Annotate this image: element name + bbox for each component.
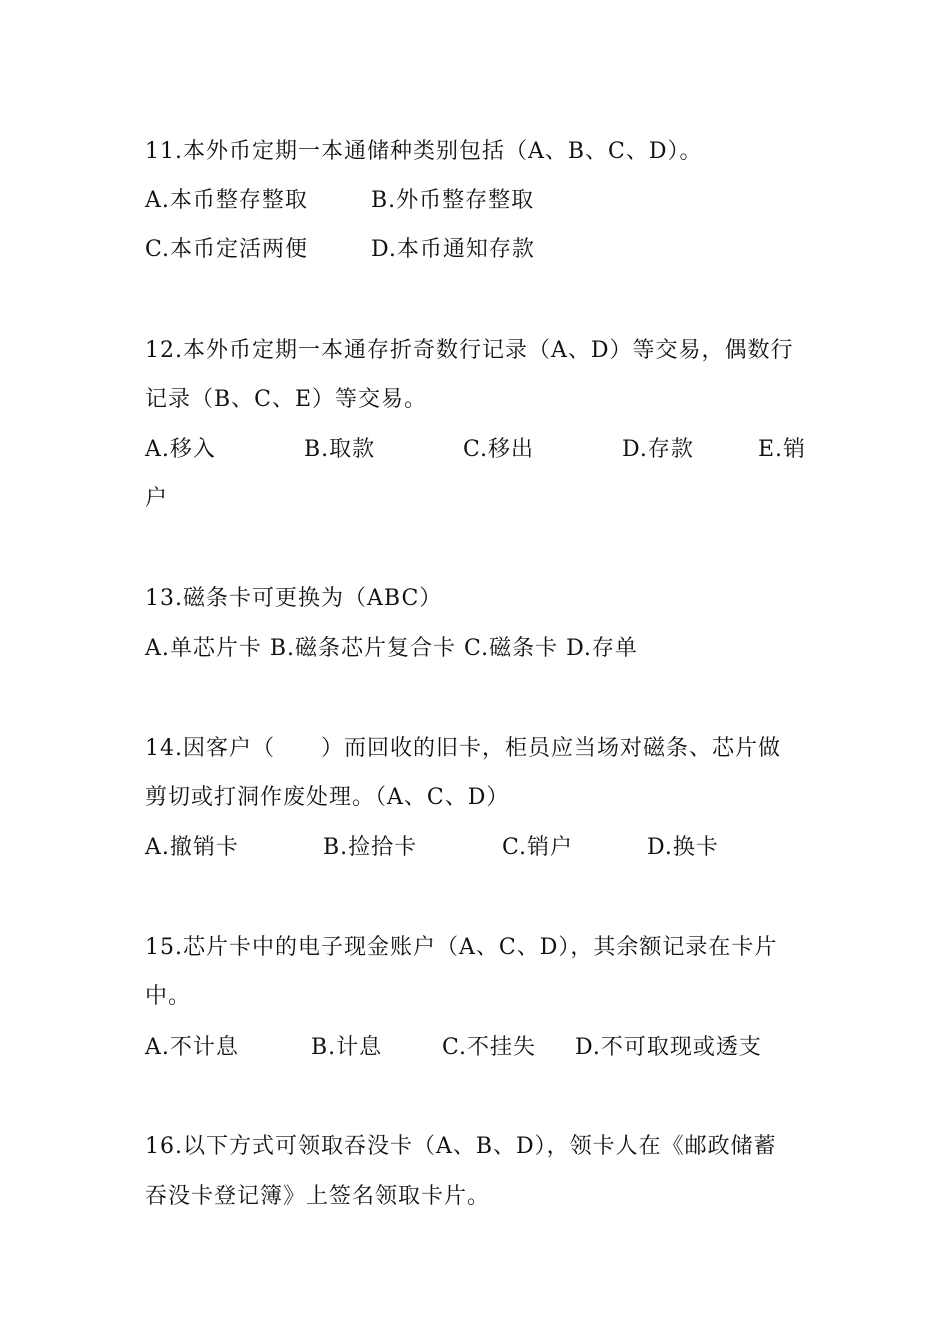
option-d: D.存款 <box>622 437 694 462</box>
option-e: E.销 <box>758 437 807 462</box>
option-b: B.外币整存整取 <box>371 188 535 213</box>
question-14-stem-line-1: 14.因客户（ ）而回收的旧卡，柜员应当场对磁条、芯片做 <box>145 736 781 761</box>
question-16-stem-line-2: 吞没卡登记簿》上签名领取卡片。 <box>145 1184 491 1209</box>
question-16-stem-line-1: 16.以下方式可领取吞没卡（A、B、D），领卡人在《邮政储蓄 <box>145 1134 777 1159</box>
option-a: A.不计息 <box>145 1035 239 1060</box>
options-inline: A.单芯片卡 B.磁条芯片复合卡 C.磁条卡 D.存单 <box>145 636 638 661</box>
option-c: C.不挂失 <box>442 1035 537 1060</box>
option-d: D.换卡 <box>647 835 719 860</box>
option-e-continued: 户 <box>145 486 169 511</box>
option-c: C.销户 <box>502 835 574 860</box>
option-a: A.本币整存整取 <box>145 188 308 213</box>
question-13-stem: 13.磁条卡可更换为（ABC） <box>145 586 443 611</box>
option-d: D.本币通知存款 <box>371 237 535 262</box>
option-c: C.移出 <box>463 437 535 462</box>
option-b: B.计息 <box>311 1035 383 1060</box>
option-b: B.取款 <box>304 437 376 462</box>
option-d: D.不可取现或透支 <box>575 1035 762 1060</box>
question-11-stem: 11.本外币定期一本通储种类别包括（A、B、C、D）。 <box>145 139 703 164</box>
option-a: A.移入 <box>145 437 216 462</box>
option-b: B.捡拾卡 <box>323 835 418 860</box>
question-12-stem-line-1: 12.本外币定期一本通存折奇数行记录（A、D）等交易，偶数行 <box>145 338 794 363</box>
option-c: C.本币定活两便 <box>145 237 309 262</box>
question-14-stem-line-2: 剪切或打洞作废处理。（A、C、D） <box>145 785 510 810</box>
question-15-stem-line-2: 中。 <box>145 984 192 1009</box>
question-12-stem-line-2: 记录（B、C、E）等交易。 <box>145 387 428 412</box>
option-a: A.撤销卡 <box>145 835 239 860</box>
question-15-stem-line-1: 15.芯片卡中的电子现金账户（A、C、D），其余额记录在卡片 <box>145 935 778 960</box>
